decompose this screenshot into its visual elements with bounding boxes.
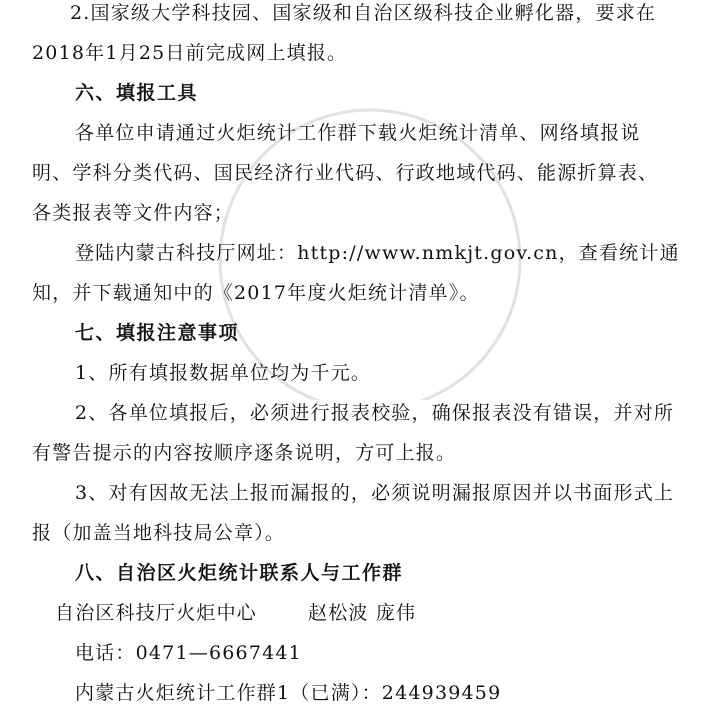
section-heading-contacts: 八、自治区火炬统计联系人与工作群 (75, 562, 404, 584)
text-line-9: 有警告提示的内容按顺序逐条说明，方可上报。 (32, 442, 457, 464)
text-line-url: 登陆内蒙古科技厅网址：http://www.nmkjt.gov.cn，查看统计通 (75, 242, 680, 264)
section-heading-notes: 七、填报注意事项 (75, 322, 240, 344)
contact-names: 赵松波 庞伟 (308, 602, 417, 624)
text-line-6: 知，并下载通知中的《2017年度火炬统计清单》。 (32, 282, 480, 304)
text-line-7: 1、所有填报数据单位均为千元。 (75, 362, 372, 384)
section-heading-tools: 六、填报工具 (75, 82, 199, 104)
contact-org: 自治区科技厅火炬中心 (55, 602, 258, 624)
text-line-10: 3、对有因故无法上报而漏报的，必须说明漏报原因并以书面形式上 (75, 482, 675, 504)
text-line-2: 2018年1月25日前完成网上填报。 (32, 42, 348, 64)
contact-phone: 电话：0471—6667441 (75, 642, 302, 664)
text-line-3: 各单位申请通过火炬统计工作群下载火炬统计清单、网络填报说 (75, 122, 641, 144)
text-line-5: 各类报表等文件内容； (32, 202, 235, 224)
text-line-4: 明、学科分类代码、国民经济行业代码、行政地域代码、能源折算表、 (32, 162, 659, 184)
contact-group: 内蒙古火炬统计工作群1（已满）：244939459 (75, 682, 502, 704)
text-line-1: 2.国家级大学科技园、国家级和自治区级科技企业孵化器，要求在 (70, 2, 657, 24)
text-line-11: 报（加盖当地科技局公章）。 (32, 522, 286, 544)
text-line-8: 2、各单位填报后，必须进行报表校验，确保报表没有错误，并对所 (75, 402, 675, 424)
